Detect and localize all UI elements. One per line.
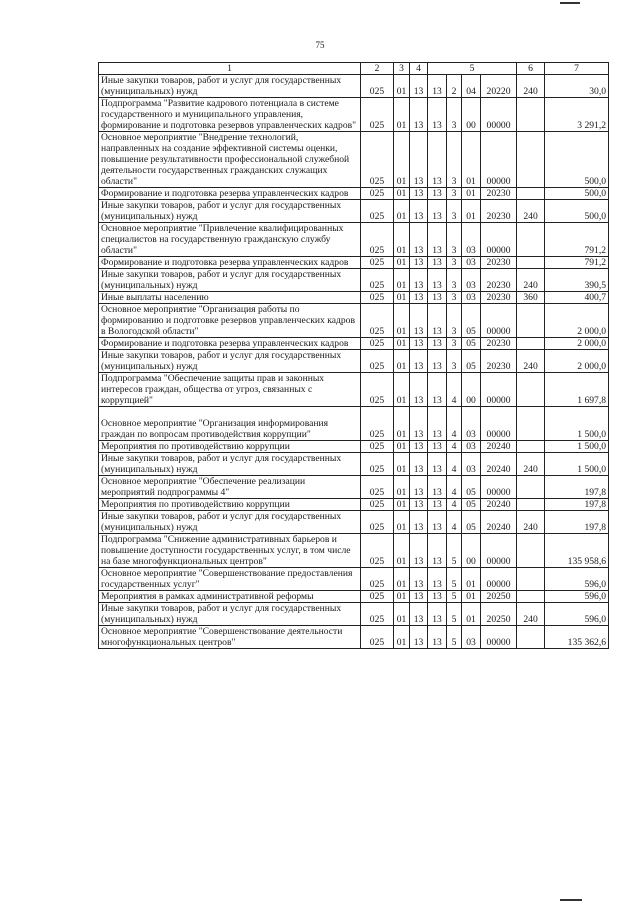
- row-code-cell: 025: [361, 350, 394, 373]
- row-code-cell: 240: [517, 200, 545, 223]
- row-code-cell: 240: [517, 603, 545, 626]
- row-code-cell: [517, 338, 545, 350]
- row-code-cell: 13: [410, 75, 428, 98]
- row-code-cell: 1 500,0: [545, 407, 609, 441]
- row-code-cell: 197,8: [545, 499, 609, 511]
- row-code-cell: 025: [361, 132, 394, 188]
- row-code-cell: 01: [394, 499, 410, 511]
- row-code-cell: 01: [394, 476, 410, 499]
- row-code-cell: 13: [410, 188, 428, 200]
- table-row: [99, 591, 609, 603]
- row-code-cell: 13: [410, 453, 428, 476]
- table-row: [99, 453, 609, 476]
- row-code-cell: 20230: [481, 269, 517, 292]
- table-row: [99, 98, 609, 132]
- row-code-cell: 390,5: [545, 269, 609, 292]
- table-row: [99, 373, 609, 407]
- row-code-cell: 2 000,0: [545, 350, 609, 373]
- row-name-cell: Основное мероприятие "Совершенствование предоставления государственных услуг": [99, 568, 361, 591]
- row-code-cell: 3: [447, 200, 462, 223]
- row-code-cell: 025: [361, 269, 394, 292]
- row-code-cell: 025: [361, 534, 394, 568]
- row-code-cell: [517, 188, 545, 200]
- row-code-cell: 05: [462, 511, 481, 534]
- table-row: [99, 223, 609, 257]
- scan-artifact-bottom: [560, 899, 582, 901]
- table-row: [99, 292, 609, 304]
- row-code-cell: 2 000,0: [545, 304, 609, 338]
- row-name-cell: Подпрограмма "Снижение административных барьеров и повышение доступности государственных услуг, в том числе на базе многофункциональных центров": [99, 534, 361, 568]
- row-code-cell: 3: [447, 98, 462, 132]
- row-code-cell: 01: [394, 132, 410, 188]
- row-name-cell: Иные закупки товаров, работ и услуг для государственных (муниципальных) нужд: [99, 511, 361, 534]
- row-name-cell: Формирование и подготовка резерва управленческих кадров: [99, 257, 361, 269]
- row-code-cell: 13: [410, 304, 428, 338]
- row-name-cell: Подпрограмма "Обеспечение защиты прав и законных интересов граждан, общества от угроз, связанных с коррупцией": [99, 373, 361, 407]
- row-code-cell: 13: [410, 200, 428, 223]
- row-code-cell: [517, 223, 545, 257]
- row-code-cell: 13: [428, 338, 447, 350]
- table-header-row: [99, 63, 609, 75]
- row-code-cell: 01: [394, 350, 410, 373]
- row-code-cell: 13: [428, 441, 447, 453]
- table-row: [99, 350, 609, 373]
- row-name-cell: Иные закупки товаров, работ и услуг для государственных (муниципальных) нужд: [99, 200, 361, 223]
- row-code-cell: 4: [447, 453, 462, 476]
- table-row: [99, 407, 609, 441]
- row-name-cell: Основное мероприятие "Обеспечение реализации мероприятий подпрограммы 4": [99, 476, 361, 499]
- row-code-cell: 20240: [481, 511, 517, 534]
- row-code-cell: 05: [462, 304, 481, 338]
- row-code-cell: 3: [447, 257, 462, 269]
- row-code-cell: 4: [447, 441, 462, 453]
- row-code-cell: 3: [447, 350, 462, 373]
- row-code-cell: 025: [361, 626, 394, 649]
- row-code-cell: 13: [410, 499, 428, 511]
- row-code-cell: 01: [462, 200, 481, 223]
- row-code-cell: 240: [517, 453, 545, 476]
- row-code-cell: 20240: [481, 499, 517, 511]
- row-code-cell: 5: [447, 568, 462, 591]
- row-name-cell: Основное мероприятие "Совершенствование деятельности многофункциональных центров": [99, 626, 361, 649]
- row-code-cell: 20250: [481, 591, 517, 603]
- row-code-cell: 01: [462, 188, 481, 200]
- row-code-cell: 01: [394, 292, 410, 304]
- row-code-cell: 3: [447, 304, 462, 338]
- row-code-cell: 13: [428, 453, 447, 476]
- row-code-cell: 01: [394, 373, 410, 407]
- row-code-cell: 03: [462, 626, 481, 649]
- row-code-cell: 4: [447, 511, 462, 534]
- row-code-cell: 01: [394, 441, 410, 453]
- row-code-cell: 025: [361, 257, 394, 269]
- row-code-cell: [517, 476, 545, 499]
- table-row: [99, 568, 609, 591]
- table-row: [99, 188, 609, 200]
- row-code-cell: 13: [410, 568, 428, 591]
- row-code-cell: 00000: [481, 626, 517, 649]
- table-row: [99, 75, 609, 98]
- row-code-cell: 13: [410, 476, 428, 499]
- row-name-cell: Подпрограмма "Развитие кадрового потенциала в системе государственного и муниципального управления, формирование и подготовка резервов управленческих кадров": [99, 98, 361, 132]
- row-code-cell: 30,0: [545, 75, 609, 98]
- row-code-cell: 025: [361, 407, 394, 441]
- row-code-cell: 13: [428, 98, 447, 132]
- budget-table: [98, 62, 609, 649]
- row-code-cell: 13: [410, 350, 428, 373]
- header-cell: 1: [99, 63, 361, 75]
- table-row: [99, 269, 609, 292]
- scan-artifact-top: [560, 2, 580, 4]
- row-code-cell: 01: [462, 591, 481, 603]
- row-name-cell: Иные закупки товаров, работ и услуг для государственных (муниципальных) нужд: [99, 350, 361, 373]
- row-code-cell: 025: [361, 499, 394, 511]
- row-code-cell: 20230: [481, 257, 517, 269]
- row-code-cell: 00: [462, 98, 481, 132]
- row-code-cell: 791,2: [545, 223, 609, 257]
- row-code-cell: 360: [517, 292, 545, 304]
- row-code-cell: [517, 407, 545, 441]
- row-code-cell: 13: [410, 373, 428, 407]
- row-code-cell: 03: [462, 441, 481, 453]
- row-code-cell: 00: [462, 534, 481, 568]
- row-code-cell: 13: [428, 591, 447, 603]
- row-code-cell: 20250: [481, 603, 517, 626]
- row-code-cell: [517, 132, 545, 188]
- row-code-cell: 240: [517, 269, 545, 292]
- row-code-cell: 00000: [481, 132, 517, 188]
- row-code-cell: 00: [462, 373, 481, 407]
- row-name-cell: Иные закупки товаров, работ и услуг для государственных (муниципальных) нужд: [99, 75, 361, 98]
- row-code-cell: 1 500,0: [545, 441, 609, 453]
- row-code-cell: 13: [410, 511, 428, 534]
- row-name-cell: Иные выплаты населению: [99, 292, 361, 304]
- header-cell: 4: [410, 63, 428, 75]
- table-row: [99, 132, 609, 188]
- row-code-cell: 1 697,8: [545, 373, 609, 407]
- row-code-cell: 13: [410, 132, 428, 188]
- row-code-cell: 01: [394, 269, 410, 292]
- row-code-cell: 00000: [481, 568, 517, 591]
- row-code-cell: 13: [428, 269, 447, 292]
- row-name-cell: Мероприятия по противодействию коррупции: [99, 499, 361, 511]
- row-code-cell: [517, 441, 545, 453]
- row-code-cell: 500,0: [545, 188, 609, 200]
- row-code-cell: 025: [361, 591, 394, 603]
- row-code-cell: 20230: [481, 188, 517, 200]
- row-code-cell: 13: [428, 511, 447, 534]
- row-code-cell: 025: [361, 453, 394, 476]
- row-code-cell: 01: [394, 188, 410, 200]
- row-code-cell: 3: [447, 292, 462, 304]
- row-code-cell: 13: [428, 603, 447, 626]
- header-cell: 2: [361, 63, 394, 75]
- row-code-cell: 00000: [481, 373, 517, 407]
- row-code-cell: 13: [410, 338, 428, 350]
- row-code-cell: 00000: [481, 223, 517, 257]
- header-cell: 7: [545, 63, 609, 75]
- table-row: [99, 603, 609, 626]
- row-name-cell: Формирование и подготовка резерва управленческих кадров: [99, 338, 361, 350]
- row-code-cell: 01: [394, 304, 410, 338]
- row-code-cell: 13: [428, 476, 447, 499]
- row-code-cell: 3: [447, 132, 462, 188]
- row-code-cell: 13: [410, 603, 428, 626]
- row-code-cell: 025: [361, 200, 394, 223]
- row-code-cell: 197,8: [545, 476, 609, 499]
- row-code-cell: 13: [428, 200, 447, 223]
- row-code-cell: 240: [517, 350, 545, 373]
- row-code-cell: 13: [428, 188, 447, 200]
- row-code-cell: 025: [361, 511, 394, 534]
- row-code-cell: 025: [361, 603, 394, 626]
- row-code-cell: 20230: [481, 338, 517, 350]
- row-code-cell: 01: [462, 568, 481, 591]
- header-cell: 3: [394, 63, 410, 75]
- row-code-cell: 240: [517, 511, 545, 534]
- row-code-cell: 1 500,0: [545, 453, 609, 476]
- row-code-cell: 025: [361, 476, 394, 499]
- row-code-cell: 13: [428, 534, 447, 568]
- row-code-cell: [517, 257, 545, 269]
- row-code-cell: 01: [394, 200, 410, 223]
- row-code-cell: 500,0: [545, 132, 609, 188]
- row-code-cell: 5: [447, 534, 462, 568]
- row-code-cell: 3: [447, 338, 462, 350]
- row-code-cell: 4: [447, 407, 462, 441]
- row-code-cell: 025: [361, 98, 394, 132]
- row-code-cell: [517, 534, 545, 568]
- row-code-cell: 197,8: [545, 511, 609, 534]
- row-code-cell: [517, 626, 545, 649]
- row-code-cell: 13: [428, 373, 447, 407]
- row-code-cell: 01: [394, 534, 410, 568]
- row-code-cell: 20230: [481, 350, 517, 373]
- row-code-cell: 500,0: [545, 200, 609, 223]
- row-code-cell: 01: [394, 511, 410, 534]
- row-code-cell: 13: [428, 568, 447, 591]
- row-code-cell: 2: [447, 75, 462, 98]
- row-code-cell: 20240: [481, 453, 517, 476]
- table-row: [99, 304, 609, 338]
- row-code-cell: 05: [462, 476, 481, 499]
- row-code-cell: 025: [361, 223, 394, 257]
- row-code-cell: 13: [428, 75, 447, 98]
- row-code-cell: 3 291,2: [545, 98, 609, 132]
- row-code-cell: 596,0: [545, 603, 609, 626]
- row-code-cell: 596,0: [545, 568, 609, 591]
- row-code-cell: 01: [394, 75, 410, 98]
- row-code-cell: 13: [410, 269, 428, 292]
- row-code-cell: 13: [428, 292, 447, 304]
- row-code-cell: 01: [394, 568, 410, 591]
- table-row: [99, 200, 609, 223]
- row-code-cell: 3: [447, 223, 462, 257]
- row-code-cell: 01: [394, 591, 410, 603]
- row-code-cell: 01: [462, 132, 481, 188]
- row-code-cell: 4: [447, 373, 462, 407]
- row-name-cell: Иные закупки товаров, работ и услуг для государственных (муниципальных) нужд: [99, 269, 361, 292]
- row-code-cell: 04: [462, 75, 481, 98]
- row-name-cell: Основное мероприятие "Внедрение технологий, направленных на создание эффективной системы оценки, повышение результативности профессиональной служебной деятельности государственных гражданских служащих области": [99, 132, 361, 188]
- row-code-cell: 03: [462, 269, 481, 292]
- row-code-cell: 05: [462, 499, 481, 511]
- row-name-cell: Мероприятия в рамках административной реформы: [99, 591, 361, 603]
- row-code-cell: 025: [361, 373, 394, 407]
- row-code-cell: 00000: [481, 407, 517, 441]
- page-number: 75: [315, 40, 325, 50]
- row-code-cell: 13: [428, 626, 447, 649]
- row-code-cell: 13: [410, 223, 428, 257]
- row-code-cell: 03: [462, 407, 481, 441]
- row-code-cell: 00000: [481, 534, 517, 568]
- row-code-cell: 13: [428, 499, 447, 511]
- row-code-cell: 025: [361, 188, 394, 200]
- row-code-cell: 5: [447, 603, 462, 626]
- row-code-cell: 025: [361, 292, 394, 304]
- row-code-cell: 025: [361, 338, 394, 350]
- row-code-cell: 13: [410, 292, 428, 304]
- row-code-cell: 135 362,6: [545, 626, 609, 649]
- row-code-cell: [517, 591, 545, 603]
- row-code-cell: 03: [462, 292, 481, 304]
- row-code-cell: 5: [447, 626, 462, 649]
- row-code-cell: 01: [394, 603, 410, 626]
- row-code-cell: 3: [447, 188, 462, 200]
- table-row: [99, 257, 609, 269]
- row-code-cell: 13: [428, 257, 447, 269]
- row-code-cell: 00000: [481, 304, 517, 338]
- row-code-cell: 03: [462, 453, 481, 476]
- row-code-cell: 2 000,0: [545, 338, 609, 350]
- row-code-cell: 05: [462, 350, 481, 373]
- row-code-cell: 00000: [481, 98, 517, 132]
- row-code-cell: 025: [361, 304, 394, 338]
- row-code-cell: 01: [394, 626, 410, 649]
- row-code-cell: [517, 568, 545, 591]
- row-code-cell: 400,7: [545, 292, 609, 304]
- row-name-cell: Основное мероприятие "Организация информирования граждан по вопросам противодействия коррупции": [99, 407, 361, 441]
- row-name-cell: Формирование и подготовка резерва управленческих кадров: [99, 188, 361, 200]
- row-name-cell: Иные закупки товаров, работ и услуг для государственных (муниципальных) нужд: [99, 453, 361, 476]
- row-code-cell: 4: [447, 476, 462, 499]
- row-code-cell: 13: [428, 223, 447, 257]
- header-cell: 5: [428, 63, 517, 75]
- row-code-cell: 03: [462, 223, 481, 257]
- row-code-cell: 791,2: [545, 257, 609, 269]
- row-code-cell: 03: [462, 257, 481, 269]
- row-code-cell: 20220: [481, 75, 517, 98]
- row-code-cell: 13: [428, 350, 447, 373]
- row-code-cell: [517, 98, 545, 132]
- row-code-cell: 20230: [481, 292, 517, 304]
- table-row: [99, 441, 609, 453]
- row-code-cell: 01: [394, 407, 410, 441]
- row-code-cell: 13: [410, 257, 428, 269]
- row-code-cell: 01: [462, 603, 481, 626]
- row-code-cell: 20230: [481, 200, 517, 223]
- row-name-cell: Мероприятия по противодействию коррупции: [99, 441, 361, 453]
- row-code-cell: 13: [410, 98, 428, 132]
- row-code-cell: 240: [517, 75, 545, 98]
- row-code-cell: 01: [394, 223, 410, 257]
- row-name-cell: Основное мероприятие "Привлечение квалифицированных специалистов на государственную гражданскую службу области": [99, 223, 361, 257]
- row-code-cell: 025: [361, 568, 394, 591]
- table-body: [99, 75, 609, 649]
- table-row: [99, 476, 609, 499]
- row-code-cell: 01: [394, 257, 410, 269]
- row-code-cell: [517, 373, 545, 407]
- row-code-cell: 596,0: [545, 591, 609, 603]
- row-code-cell: 13: [410, 591, 428, 603]
- row-code-cell: 13: [410, 534, 428, 568]
- row-code-cell: 00000: [481, 476, 517, 499]
- row-code-cell: [517, 304, 545, 338]
- row-name-cell: Основное мероприятие "Организация работы по формированию и подготовке резервов управленческих кадров в Вологодской области": [99, 304, 361, 338]
- row-code-cell: 13: [428, 304, 447, 338]
- row-code-cell: 13: [410, 626, 428, 649]
- table-row: [99, 626, 609, 649]
- row-code-cell: 025: [361, 441, 394, 453]
- header-cell: 6: [517, 63, 545, 75]
- row-code-cell: 13: [410, 441, 428, 453]
- row-name-cell: Иные закупки товаров, работ и услуг для государственных (муниципальных) нужд: [99, 603, 361, 626]
- row-code-cell: 01: [394, 98, 410, 132]
- table-row: [99, 499, 609, 511]
- table-row: [99, 534, 609, 568]
- row-code-cell: 20240: [481, 441, 517, 453]
- table-row: [99, 511, 609, 534]
- row-code-cell: 5: [447, 591, 462, 603]
- row-code-cell: 025: [361, 75, 394, 98]
- row-code-cell: 13: [410, 407, 428, 441]
- row-code-cell: [517, 499, 545, 511]
- row-code-cell: 3: [447, 269, 462, 292]
- row-code-cell: 01: [394, 338, 410, 350]
- row-code-cell: 13: [428, 407, 447, 441]
- row-code-cell: 135 958,6: [545, 534, 609, 568]
- row-code-cell: 01: [394, 453, 410, 476]
- table-row: [99, 338, 609, 350]
- row-code-cell: 4: [447, 499, 462, 511]
- row-code-cell: 05: [462, 338, 481, 350]
- row-code-cell: 13: [428, 132, 447, 188]
